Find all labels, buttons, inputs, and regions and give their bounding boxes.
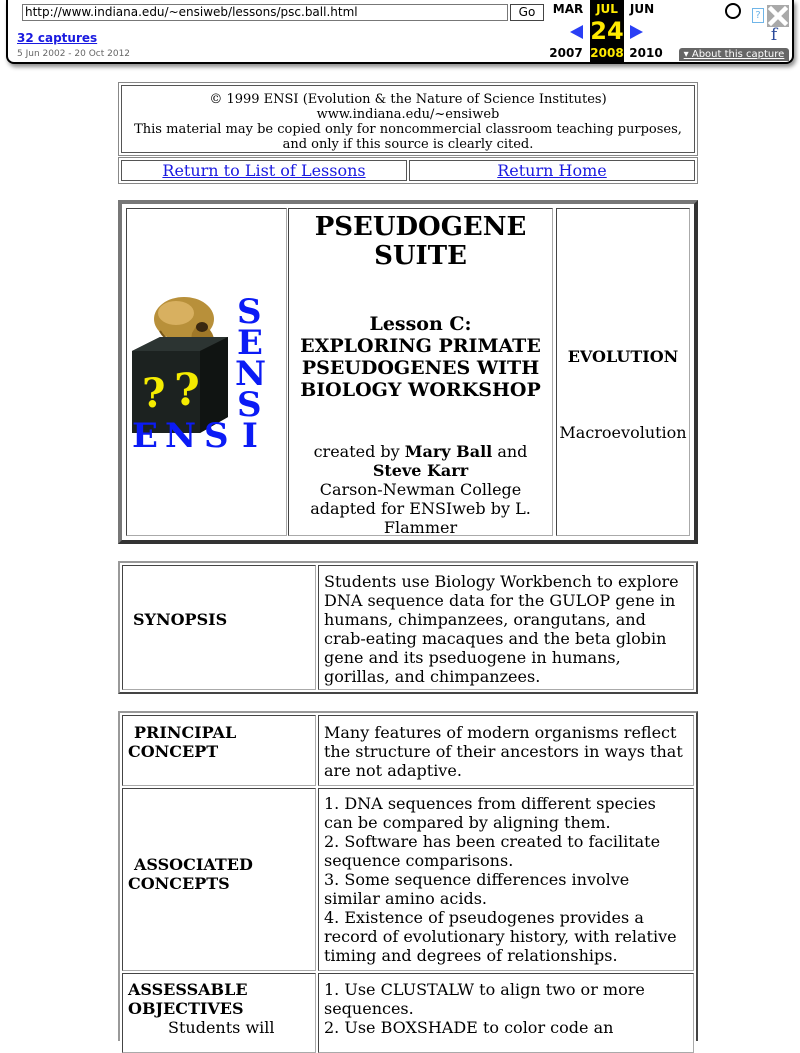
lesson-title-line: Lesson C: [369,313,472,335]
return-to-lessons-link[interactable]: Return to List of Lessons [162,161,366,180]
synopsis-line: crab-eating macaques and the beta globin [324,629,667,648]
assessable-label-line: OBJECTIVES [128,999,244,1018]
logo-letter: N [235,354,267,394]
title-cell [288,208,553,536]
assessable-line: sequences. [324,999,414,1018]
assessable-label-line: ASSESSABLE [128,980,248,999]
associated-label-line: ASSOCIATED [134,855,253,874]
synopsis-line: Students use Biology Workbench to explore [324,572,679,591]
suite-title-line: PSEUDOGENE [314,212,527,242]
current-month: JUL [596,2,618,16]
current-day: 24 [590,17,624,45]
return-home-link[interactable]: Return Home [497,161,607,180]
synopsis-table [118,561,698,694]
close-icon[interactable] [767,5,789,27]
principal-label-line: CONCEPT [128,742,219,761]
author-name: Mary Ball [404,442,493,461]
synopsis-line: humans, chimpanzees, orangutans, and [324,610,646,629]
synopsis-text-cell [318,565,694,690]
next-year-link[interactable]: 2010 [629,46,663,60]
synopsis-label: SYNOPSIS [133,610,228,629]
assessable-sublabel: Students will [168,1018,275,1037]
assessable-label-cell [122,973,316,1053]
lesson-title-line: PSEUDOGENES WITH [301,357,540,379]
credits-line-1 [289,442,552,461]
assessable-label [128,980,248,1018]
capture-date-range: 5 Jun 2002 - 20 Oct 2012 [17,49,131,59]
title-table [118,200,698,544]
associated-line: can be compared by aligning them. [324,813,611,832]
associated-label-cell [122,788,316,971]
svg-text:?: ? [142,370,166,417]
synopsis-label-cell [122,565,316,690]
prev-month-link[interactable]: MAR [552,2,584,16]
notice-line-2: and only if this source is clearly cited. [282,137,534,152]
prev-capture-arrow-icon[interactable] [570,25,583,39]
notice-line-1: This material may be copied only for noncommercial classroom teaching purposes, [134,122,682,137]
principal-line: the structure of their ancestors in ways that [324,742,683,761]
copyright-cell [121,85,695,153]
and-text: and [497,442,528,461]
synopsis-line: gorillas, and chimpanzees. [324,667,541,686]
lesson-title-line: BIOLOGY WORKSHOP [300,379,541,401]
topic-label: EVOLUTION [567,347,679,366]
about-capture-button[interactable] [679,48,789,61]
concepts-table [118,711,698,1041]
associated-label-line: CONCEPTS [128,874,230,893]
associated-line: 2. Software has been created to facilitate [324,832,661,851]
associated-line: sequence comparisons. [324,851,514,870]
go-button[interactable]: Go [510,4,544,21]
adapted-by-line: Flammer [383,518,458,537]
assessable-text-cell [318,973,694,1053]
nav-cell-home [409,160,695,181]
current-year: 2008 [590,46,624,60]
logo-letter: N [165,416,197,456]
logo-letter: E [132,416,158,456]
logo-letter: S [237,385,262,425]
author-name: Steve Karr [372,461,469,480]
principal-label [128,723,236,761]
associated-line: timing and degrees of relationships. [324,946,618,965]
assessable-line: 2. Use BOXSHADE to color code an [324,1018,614,1037]
help-icon[interactable]: ? [752,8,764,23]
created-by-text: created by [313,442,400,461]
principal-label-line: PRINCIPAL [134,723,237,742]
site-url-text: www.indiana.edu/~ensiweb [316,107,500,122]
suite-title-line: SUITE [374,241,467,271]
next-month-link[interactable]: JUN [629,2,655,16]
principal-label-cell [122,715,316,786]
logo-letter: E [237,323,263,363]
facebook-share-icon[interactable]: f [770,25,778,45]
logo-letter: I [242,416,258,456]
about-capture-label: ▾ About this capture [683,49,785,60]
lesson-title-line: EXPLORING PRIMATE [300,335,541,357]
nav-cell-lessons [121,160,407,181]
url-input[interactable]: http://www.indiana.edu/~ensiweb/lessons/psc.ball.html [22,4,508,21]
credits [289,442,552,537]
next-capture-arrow-icon[interactable] [630,25,643,39]
adapted-by-line: adapted for ENSIweb by L. [310,499,531,518]
ensi-logo [132,292,272,456]
lesson-title [289,313,552,401]
suite-title [289,213,552,271]
svg-text:?: ? [174,365,200,416]
associated-line: record of evolutionary history, with relative [324,927,677,946]
assessable-line: 1. Use CLUSTALW to align two or more [324,980,645,999]
wayback-toolbar [6,0,794,64]
copyright-table [118,82,698,156]
associated-line: 3. Some sequence differences involve [324,870,630,889]
prev-year-link[interactable]: 2007 [549,46,583,60]
synopsis-line: gene and its pseduogene in humans, [324,648,621,667]
nav-table [118,157,698,184]
subtopic-label: Macroevolution [559,423,687,442]
topic-cell [556,208,690,536]
associated-label [128,855,253,893]
associated-text-cell [318,788,694,971]
logo-letter: S [204,416,229,456]
principal-text-cell [318,715,694,786]
principal-line: Many features of modern organisms reflect [324,723,677,742]
captures-link[interactable]: 32 captures [17,31,98,45]
associated-line: 4. Existence of pseudogenes provides a [324,908,644,927]
logo-letter: S [237,292,262,332]
logo-cell [126,208,287,536]
institution-text: Carson-Newman College [319,480,522,499]
loading-circle-icon [725,3,741,19]
associated-line: similar amino acids. [324,889,488,908]
associated-line: 1. DNA sequences from different species [324,794,656,813]
copyright-text: © 1999 ENSI (Evolution & the Nature of Science Institutes) [209,92,607,107]
principal-line: are not adaptive. [324,761,462,780]
synopsis-line: DNA sequence data for the GULOP gene in [324,591,676,610]
